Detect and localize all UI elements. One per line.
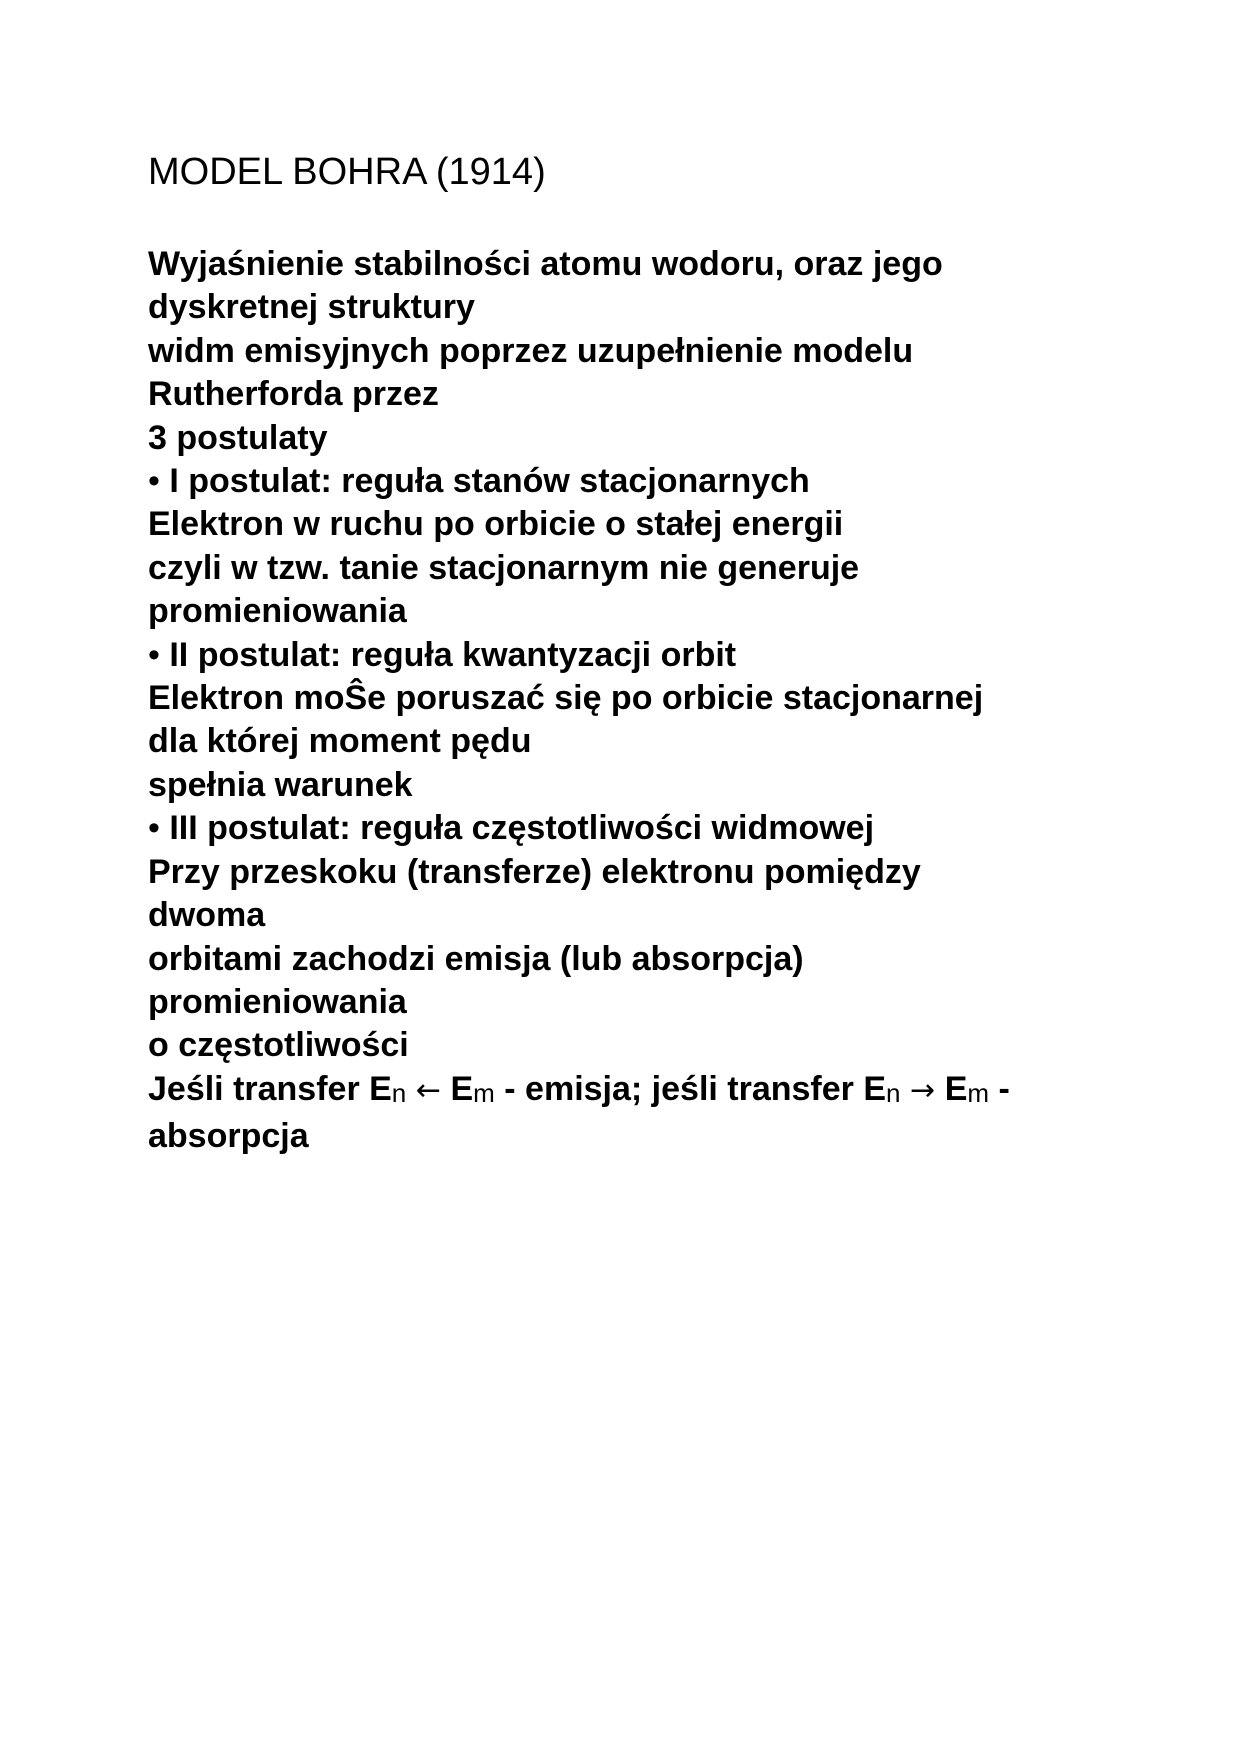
text-line: Wyjaśnienie stabilności atomu wodoru, oraz jego [148,245,943,283]
text-line: orbitami zachodzi emisja (lub absorpcja) [148,939,804,978]
transfer-line [148,1068,1108,1115]
transfer-middle: - emisja; jeśli transfer E [494,1069,887,1108]
postulate-1-heading [148,460,1108,503]
transfer-suffix: - [989,1069,1010,1108]
arrow-right-icon: → [900,1072,945,1108]
subscript-m: m [473,1077,495,1108]
postulate-2-heading [148,634,1108,677]
text-line: Rutherforda przez [148,375,439,414]
text-line: dwoma [148,896,266,935]
text-line: spełnia warunek [148,765,413,804]
text-line: promieniowania [148,982,407,1021]
energy-symbol: E [944,1069,968,1108]
postulate-3-heading [148,807,1108,850]
text-line: Elektron w ruchu po orbicie o stałej energii [148,505,844,544]
text-line: Elektron moŜe poruszać się po orbicie stacjonarnej [148,679,984,718]
subscript-n: n [391,1077,407,1108]
text-line: absorpcja [148,1117,309,1156]
bullet-icon: • [148,635,160,674]
text-line: o częstotliwości [148,1026,409,1065]
postulate-3-heading-text: III postulat: reguła częstotliwości widmowej [159,809,875,848]
text-line: Przy przeskoku (transferze) elektronu pomiędzy [148,852,921,891]
postulate-1-heading-text: I postulat: reguła stanów stacjonarnych [159,462,810,501]
document-title: MODEL BOHRA (1914) [148,151,546,193]
text-line: dla której moment pędu [148,722,532,761]
text-line: czyli w tzw. tanie stacjonarnym nie generuje [148,548,860,587]
transfer-prefix: Jeśli transfer E [148,1069,392,1108]
energy-symbol: E [450,1069,474,1108]
text-line: widm emisyjnych poprzez uzupełnienie modelu [148,331,914,370]
postulate-2-heading-text: II postulat: reguła kwantyzacji orbit [159,635,737,674]
subscript-n: n [886,1077,901,1108]
text-line: dyskretnej struktury [148,288,475,327]
arrow-left-icon: ← [406,1072,451,1108]
text-line: 3 postulaty [148,418,328,457]
document-body [148,243,1108,1159]
bullet-icon: • [148,809,160,848]
bullet-icon: • [148,462,160,501]
subscript-m: m [967,1077,990,1108]
text-line: promieniowania [148,592,407,631]
